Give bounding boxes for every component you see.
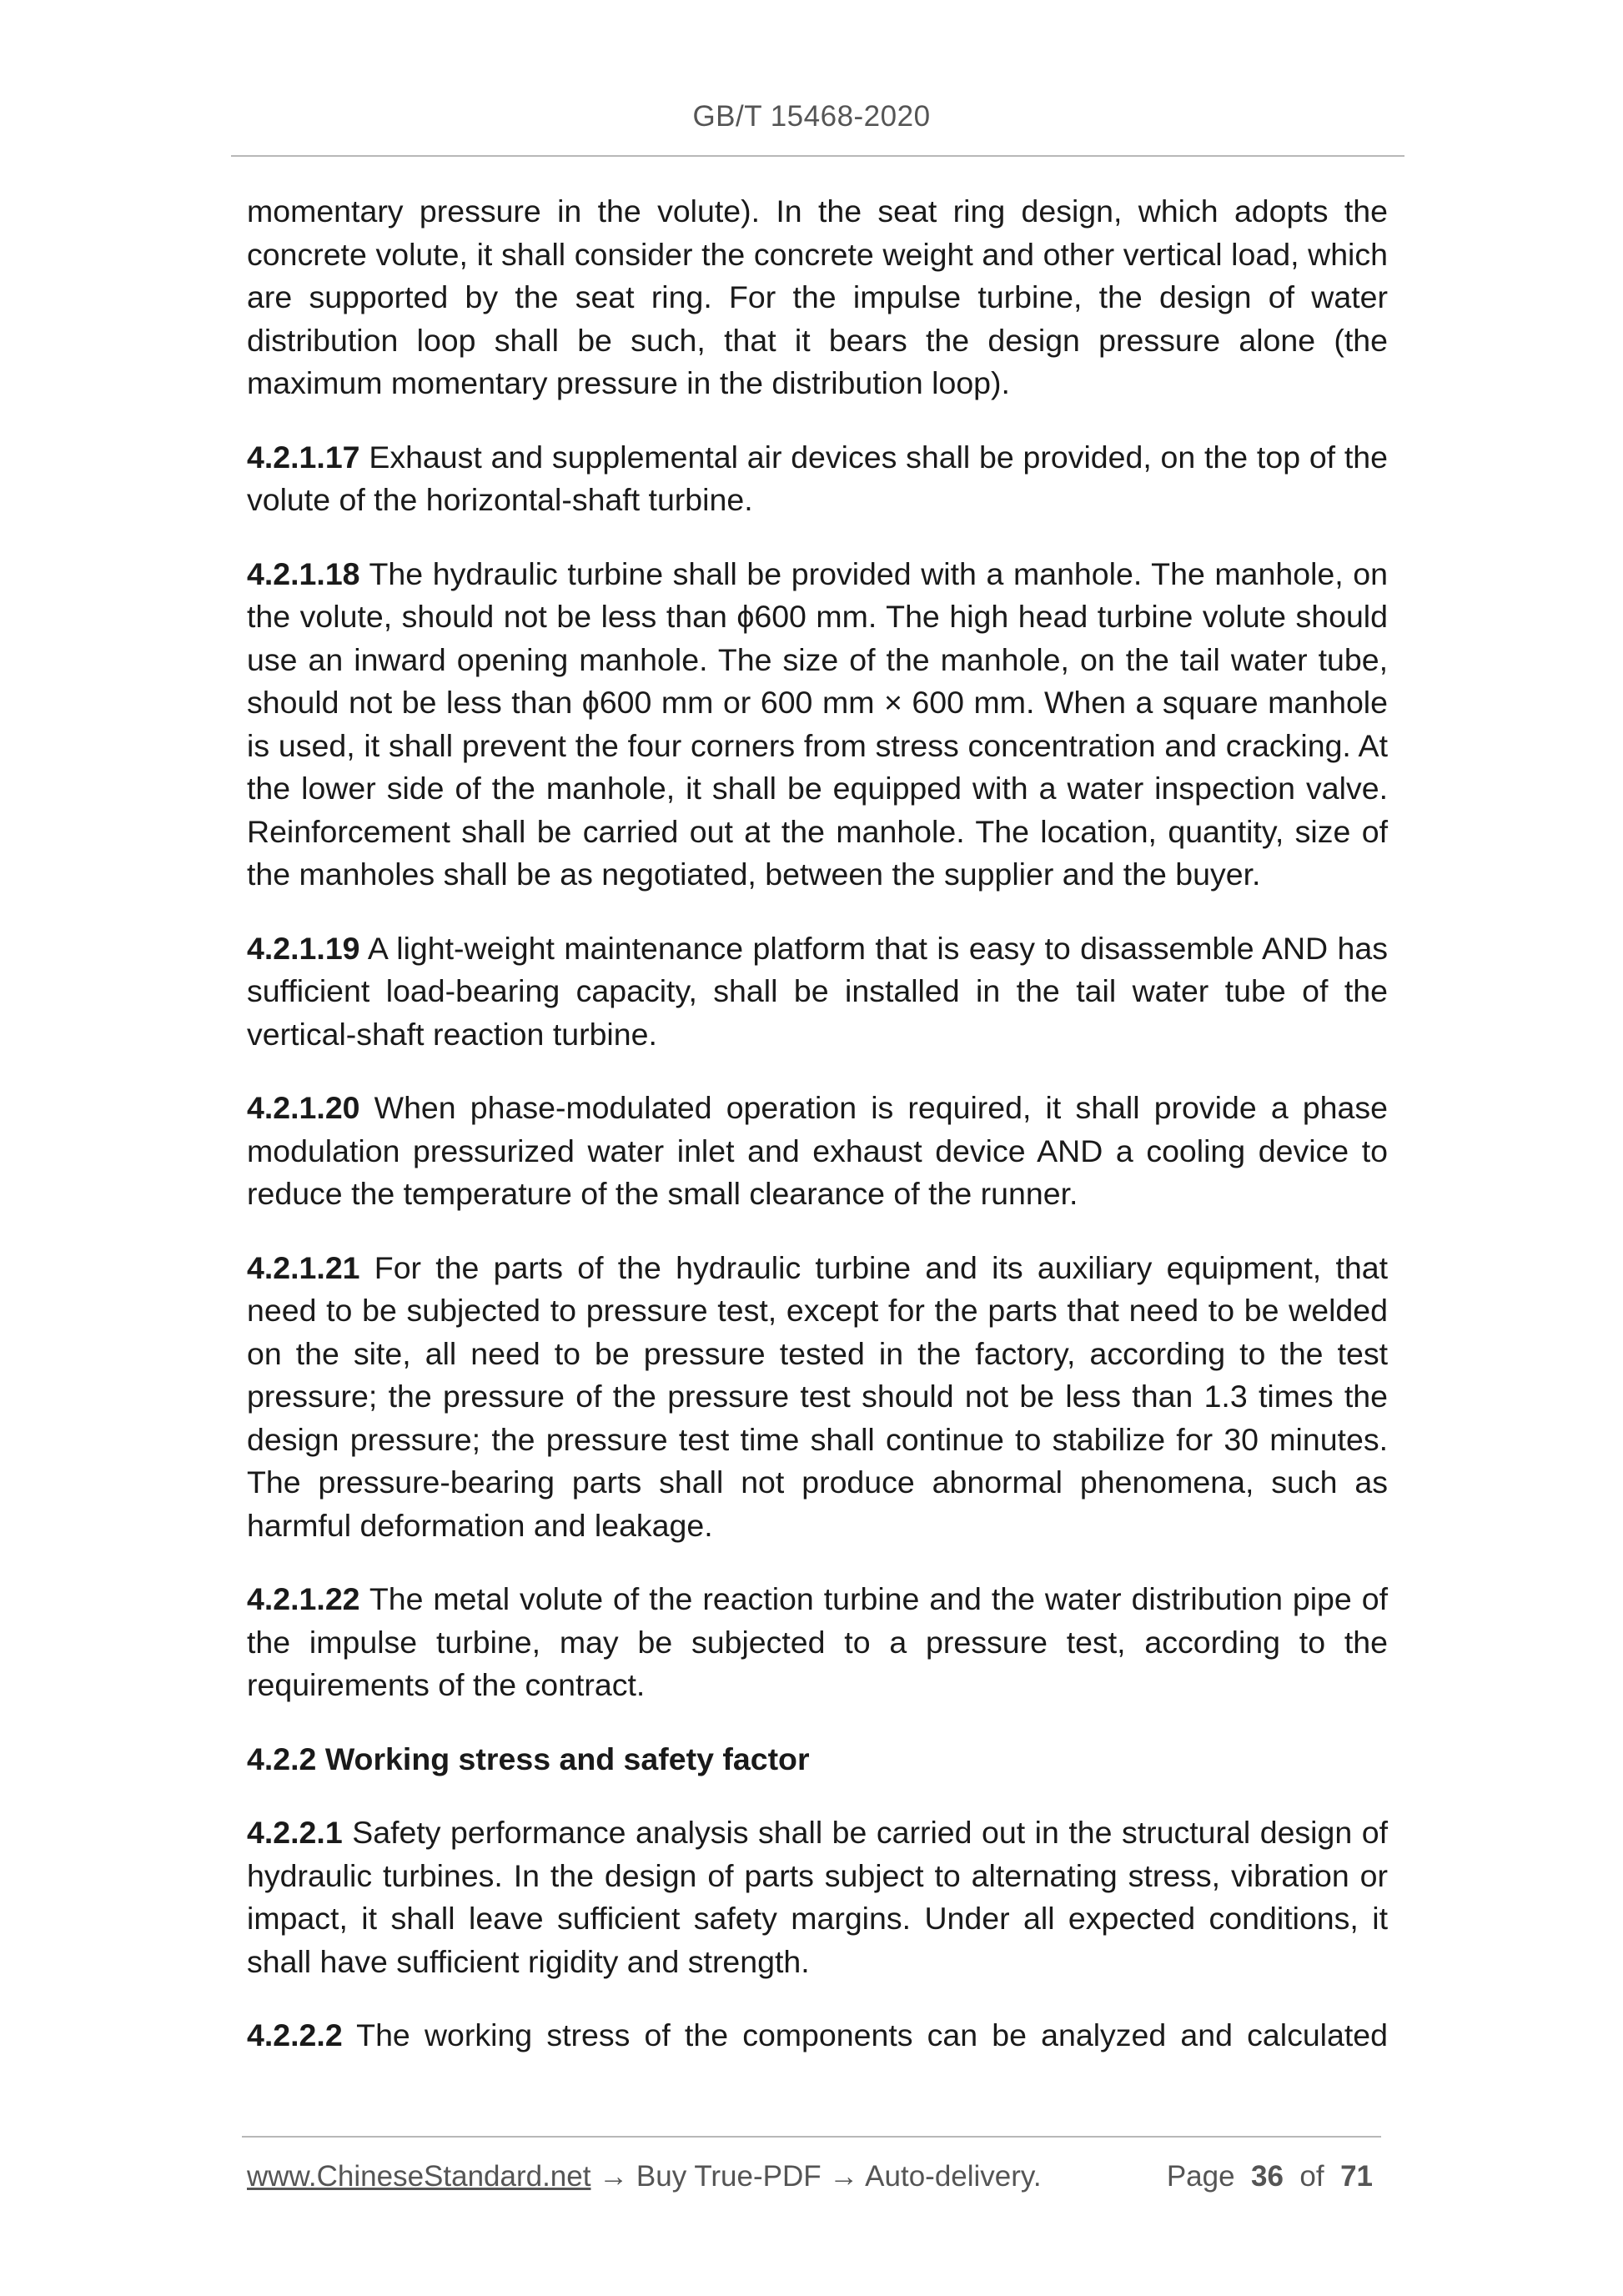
clause-text: The hydraulic turbine shall be provided with a manhole. The manhole, on the volute, should not be less than ϕ600 mm. The high head turbine volute should use an inward opening manhole. The size of the manhole, on the tail water tube, should not be less than ϕ600 mm or 600 mm × 600 mm. When a square manhole is used, it shall prevent the four corners from stress concentration and cracking. At the lower side of the manhole, it shall be equipped with a water inspection valve. Reinforcement shall be carried out at the manhole. The location, quantity, size of the manholes shall be as negotiated, between the supplier and the buyer.	[247, 555, 1388, 892]
total-page-count: 71	[1340, 2160, 1373, 2193]
clause-number: 4.2.2.2	[247, 2017, 343, 2052]
clause-text: For the parts of the hydraulic turbine and its auxiliary equipment, that need to be subjected to pressure test, except for the parts that need to be welded on the site, all need to be pressure tested in the factory, according to the test pressure; the pressure of the pressure test should not be less than 1.3 times the design pressure; the pressure test time shall continue to stabilize for 30 minutes. The pressure-bearing parts shall not produce abnormal phenomena, such as harmful deformation and leakage.	[247, 1249, 1388, 1543]
clause-number: 4.2.1.21	[247, 1249, 360, 1285]
clause-text: The working stress of the components can be analyzed and calculated	[342, 2017, 1388, 2052]
clause-4-2-1-22	[247, 1578, 1388, 1707]
current-page-number: 36	[1251, 2160, 1284, 2193]
clause-4-2-1-20	[247, 1087, 1388, 1216]
clause-text: Safety performance analysis shall be carried out in the structural design of hydraulic turbines. In the design of parts subject to alternating stress, vibration or impact, it shall leave sufficient safety margins. Under all expected conditions, it shall have sufficient rigidity and strength.	[247, 1815, 1388, 1979]
header-divider	[231, 155, 1404, 157]
page-label: Page	[1166, 2160, 1235, 2193]
clause-text: The metal volute of the reaction turbine and the water distribution pipe of the impulse turbine, may be subjected to a pressure test, according to the requirements of the contract.	[247, 1581, 1388, 1702]
page-footer	[247, 2160, 1381, 2193]
clause-number: 4.2.1.18	[247, 555, 360, 591]
clause-text: When phase-modulated operation is required, it shall provide a phase modulation pressurized water inlet and exhaust device AND a cooling device to reduce the temperature of the small clearance of the runner.	[247, 1090, 1388, 1211]
clause-4-2-1-21	[247, 1247, 1388, 1548]
paragraph-text: momentary pressure in the volute). In the seat ring design, which adopts the concrete volute, it shall consider the concrete weight and other vertical load, which are supported by the seat ring. For the impulse turbine, the design of water distribution loop shall be such, that it bears the design pressure alone (the maximum momentary pressure in the distribution loop).	[247, 193, 1388, 400]
clause-number: 4.2.1.22	[247, 1581, 360, 1616]
clause-4-2-1-18	[247, 553, 1388, 897]
clause-number: 4.2.1.17	[247, 439, 360, 475]
clause-4-2-1-19	[247, 927, 1388, 1057]
clause-text: Exhaust and supplemental air devices shall be provided, on the top of the volute of the horizontal-shaft turbine.	[247, 439, 1388, 517]
clause-4-2-2-2	[247, 2014, 1388, 2057]
footer-tagline: → Buy True-PDF → Auto-delivery.	[590, 2160, 1042, 2193]
clause-4-2-2-1	[247, 1811, 1388, 1983]
document-body	[247, 190, 1388, 2088]
section-heading: 4.2.2 Working stress and safety factor	[247, 1741, 810, 1776]
clause-number: 4.2.1.19	[247, 930, 360, 966]
clause-text: A light-weight maintenance platform that is easy to disassemble AND has sufficient load-bearing capacity, shall be installed in the tail water tube of the vertical-shaft reaction turbine.	[247, 930, 1388, 1052]
page-header-title: GB/T 15468-2020	[692, 100, 931, 133]
page-indicator	[1167, 2160, 1373, 2193]
page-of-label: of	[1299, 2160, 1324, 2193]
paragraph-continuation	[247, 190, 1388, 405]
website-link[interactable]: www.ChineseStandard.net	[247, 2160, 591, 2193]
clause-number: 4.2.2.1	[247, 1815, 343, 1850]
clause-number: 4.2.1.20	[247, 1090, 360, 1125]
footer-divider	[242, 2136, 1381, 2138]
clause-4-2-1-17	[247, 436, 1388, 522]
